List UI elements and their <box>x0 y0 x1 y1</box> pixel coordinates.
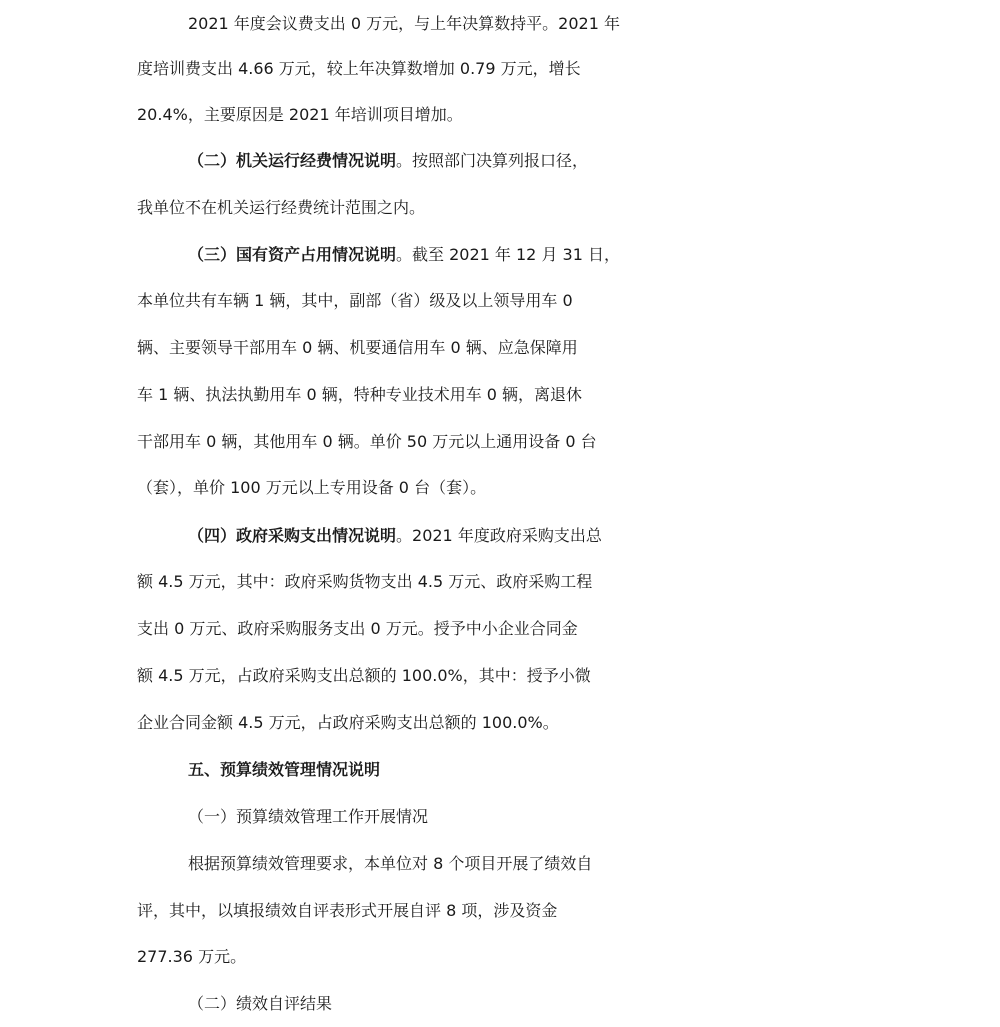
paragraph-line: 辆、主要领导干部用车 0 辆、机要通信用车 0 辆、应急保障用 <box>137 338 578 357</box>
paragraph-line <box>0 137 1000 184</box>
paragraph-text: 。按照部门决算列报口径， <box>396 151 589 170</box>
paragraph-lead: （二）机关运行经费情况说明 <box>188 151 397 170</box>
paragraph-line: 2021 年度会议费支出 0 万元，与上年决算数持平。2021 年 <box>188 14 620 33</box>
paragraph-line: 额 4.5 万元，其中：政府采购货物支出 4.5 万元、政府采购工程 <box>137 572 593 591</box>
section-heading: 五、预算绩效管理情况说明 <box>188 760 381 779</box>
paragraph-lead: （三）国有资产占用情况说明 <box>188 245 397 264</box>
paragraph-lead: （四）政府采购支出情况说明 <box>188 526 397 545</box>
paragraph-line: 干部用车 0 辆，其他用车 0 辆。单价 50 万元以上通用设备 0 台 <box>137 432 597 451</box>
paragraph-text: 。2021 年度政府采购支出总 <box>396 526 602 545</box>
sub-heading: （一）预算绩效管理工作开展情况 <box>188 807 429 826</box>
paragraph-line: 根据预算绩效管理要求，本单位对 8 个项目开展了绩效自 <box>188 854 593 873</box>
paragraph-text: 。截至 2021 年 12 月 31 日， <box>396 245 620 264</box>
paragraph-line: 20.4%，主要原因是 2021 年培训项目增加。 <box>137 105 463 124</box>
paragraph-line: 企业合同金额 4.5 万元，占政府采购支出总额的 100.0%。 <box>137 713 559 732</box>
paragraph-line: 额 4.5 万元，占政府采购支出总额的 100.0%，其中：授予小微 <box>137 666 591 685</box>
paragraph-line: 277.36 万元。 <box>137 947 247 966</box>
paragraph-line: 车 1 辆、执法执勤用车 0 辆，特种专业技术用车 0 辆，离退休 <box>137 385 583 404</box>
paragraph-line: 本单位共有车辆 1 辆，其中，副部（省）级及以上领导用车 0 <box>137 291 573 310</box>
paragraph-line <box>0 512 1000 559</box>
paragraph-line: （套），单价 100 万元以上专用设备 0 台（套）。 <box>137 478 487 497</box>
paragraph-line: 我单位不在机关运行经费统计范围之内。 <box>137 198 426 217</box>
sub-heading: （二）绩效自评结果 <box>188 994 333 1013</box>
paragraph-line: 支出 0 万元、政府采购服务支出 0 万元。授予中小企业合同金 <box>137 619 578 638</box>
paragraph-line: 评，其中，以填报绩效自评表形式开展自评 8 项，涉及资金 <box>137 901 558 920</box>
paragraph-line: 度培训费支出 4.66 万元，较上年决算数增加 0.79 万元，增长 <box>137 59 581 78</box>
paragraph-line <box>0 231 1000 278</box>
